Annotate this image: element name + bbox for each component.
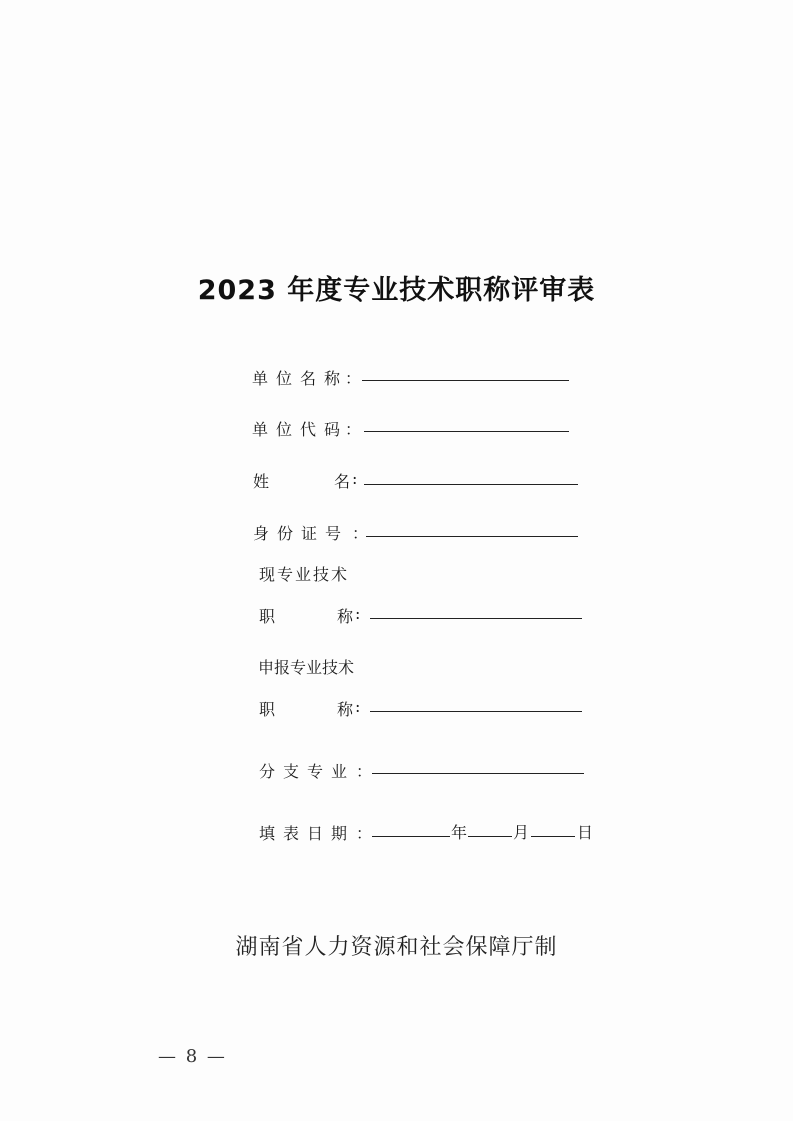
unit-name-colon: ： <box>345 369 362 388</box>
unit-code-field[interactable] <box>364 431 569 432</box>
name-label-first-char: 姓 <box>253 472 270 491</box>
branch-major-colon: ： <box>356 762 373 781</box>
name-label-second-char: 名 <box>334 472 351 491</box>
branch-major-label: 分支专业 <box>259 762 356 781</box>
fill-date-month-field[interactable] <box>468 836 512 837</box>
unit-name-label: 单位名称 <box>252 369 349 388</box>
id-number-field[interactable] <box>366 536 578 537</box>
current-title-field[interactable] <box>370 618 582 619</box>
id-number-label: 身份证号 <box>253 524 350 543</box>
fill-date-day-unit: 日 <box>577 823 594 842</box>
issuing-organization: 湖南省人力资源和社会保障厅制 <box>235 935 558 960</box>
unit-name-field[interactable] <box>362 380 569 381</box>
name-colon: : <box>352 469 358 488</box>
unit-code-colon: ： <box>345 420 362 439</box>
fill-date-year-field[interactable] <box>372 836 450 837</box>
branch-major-field[interactable] <box>372 773 584 774</box>
page-number: — 8 — <box>158 1046 227 1067</box>
current-title-colon: : <box>355 604 361 623</box>
applied-title-colon: : <box>355 697 361 716</box>
applied-title-field[interactable] <box>370 711 582 712</box>
current-title-label-line1: 现专业技术 <box>259 565 350 584</box>
current-title-label-first-char: 职 <box>259 607 276 626</box>
name-field[interactable] <box>364 484 578 485</box>
form-title: 2023 年度专业技术职称评审表 <box>197 275 596 306</box>
fill-date-month-unit: 月 <box>513 823 530 842</box>
applied-title-label-second-char: 称 <box>337 700 354 719</box>
fill-date-label: 填表日期 <box>259 824 356 843</box>
applied-title-label-first-char: 职 <box>259 700 276 719</box>
applied-title-label-line1: 申报专业技术 <box>258 658 355 677</box>
unit-code-label: 单位代码 <box>252 420 349 439</box>
fill-date-colon: ： <box>356 824 373 843</box>
id-number-colon: ： <box>352 524 369 543</box>
current-title-label-second-char: 称 <box>337 607 354 626</box>
fill-date-year-unit: 年 <box>451 823 468 842</box>
fill-date-day-field[interactable] <box>531 836 575 837</box>
